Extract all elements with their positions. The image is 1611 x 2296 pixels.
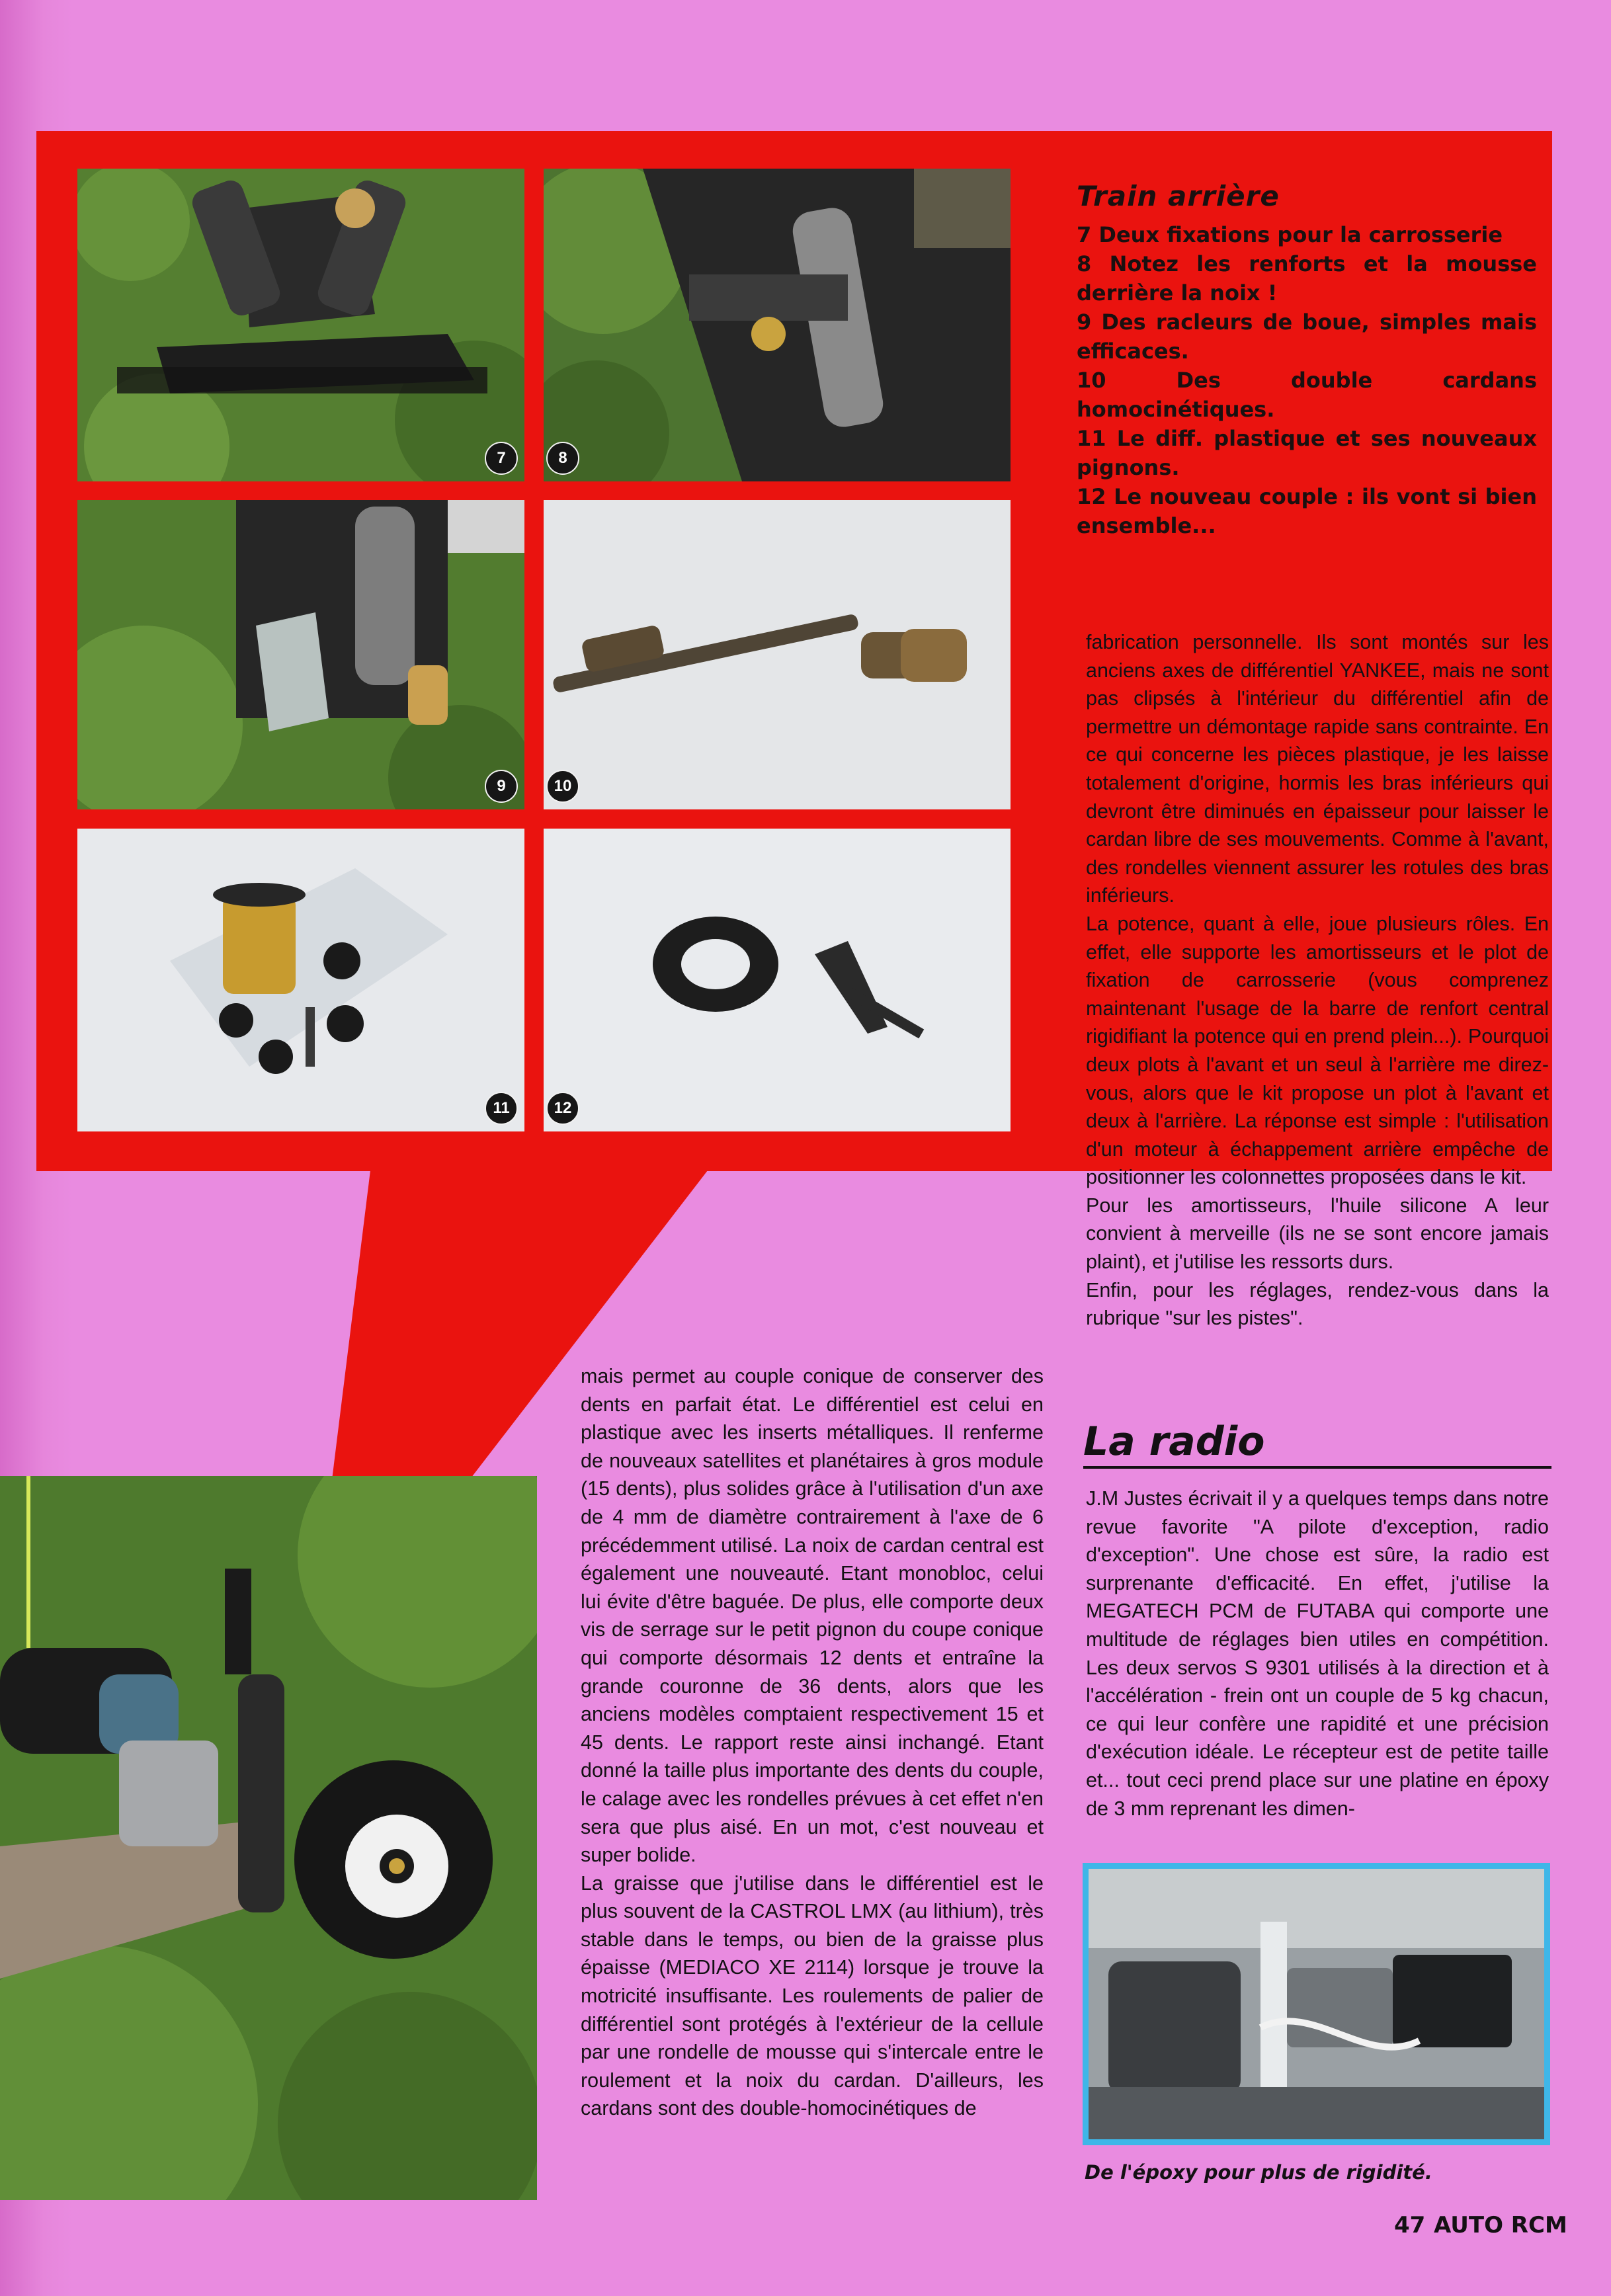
caption-title: Train arrière [1077,180,1280,212]
photo-10-number-badge: 10 [546,770,579,803]
paragraph: J.M Justes écrivait il y a quelques temps dans notre revue favorite "A pilote d'exception, radio d'exception". Une chose est sûre, la radio est surprenante d'efficacité. En effet, j'utilise la MEGATECH PCM de FUTABA qui comporte une multitude de réglages bien utiles en compétition. Les deux servos S 9301 utilisés à la direction et à l'accélération - frein ont un couple de 5 kg chacun, ce qui leur confère une rapidité et une précision d'exécution idéale. Le récepteur est de petite taille et... tout ceci prend place sur une platine en époxy de 3 mm reprenant les dimen- [1086,1487,1549,1820]
photo-7-number-badge: 7 [485,442,518,475]
photo-9-number-badge: 9 [485,770,518,803]
paragraph: La potence, quant à elle, joue plusieurs rôles. En effet, elle supporte les amortisseurs et le plot de fixation de carrosserie (vous comprenez maintenant l'usage de la barre de renfort central rigidifiant la potence qui en prend plein...). Pourquoi deux plots à l'avant et un seul à l'arrière me direz-vous, alors que le kit propose un plot à l'avant et deux à l'arrière. La réponse est simple : l'utilisation d'un moteur à échappement arrière empêche de positionner les colonnettes proposées dans le kit. [1086,912,1549,1189]
caption-item-9: 9 Des racleurs de boue, simples mais efficaces. [1077,309,1537,364]
photo-11-plastic-diff [77,829,524,1131]
paragraph: Enfin, pour les réglages, rendez-vous dans la rubrique "sur les pistes". [1086,1278,1549,1330]
caption-item-12: 12 Le nouveau couple : ils vont si bien ensemble... [1077,484,1537,538]
caption-item-7: 7 Deux fixations pour la carrosserie [1077,222,1503,247]
article-right-column-top [1086,628,1549,1332]
photo-12-new-ring-and-pinion [544,829,1011,1131]
photo-11-number-badge: 11 [485,1092,518,1125]
photo-7-rear-suspension [77,169,524,481]
photo-12-image [544,829,1011,1131]
photo-7-image [77,169,524,481]
photo-8-foam-reinforcements [544,169,1011,481]
photo-12-number-badge: 12 [546,1092,579,1125]
car-rear-photo [0,1476,537,2200]
epoxy-photo [1089,1869,1544,2139]
article-middle-column [581,1362,1044,2123]
caption-item-10: 10 Des double cardans homocinétiques. [1077,368,1537,422]
article-radio-column [1086,1485,1549,1823]
photo-10-double-cardans [544,500,1011,809]
paragraph: Pour les amortisseurs, l'huile silicone A leur convient à merveille (ils ne se sont encore jamais plaint), et j'utilise les ressorts durs. [1086,1194,1549,1274]
photo-captions-box [1077,180,1537,540]
photo-10-image [544,500,1011,809]
magazine-name: AUTO RCM [1434,2212,1567,2238]
photo-8-image [544,169,1011,481]
paragraph: fabrication personnelle. Ils sont montés sur les anciens axes de différentiel YANKEE, mais ne sont pas clipsés à l'intérieur du différentiel afin de permettre un démontage rapide sans contrainte. En ce qui concerne les pièces plastique, je les laisse totalement d'origine, hormis les bras inférieurs qui devront être diminués en épaisseur pour laisser le cardan libre de ses mouvements. Comme à l'avant, des rondelles viennent assurer les rotules des bras inférieurs. [1086,631,1549,907]
radio-section-title: La radio [1083,1418,1265,1465]
paragraph: La graisse que j'utilise dans le différentiel est le plus souvent de la CASTROL LMX (au lithium), très stable dans le temps, ou bien de la graisse plus épaisse (MEDIACO XE 2114) lorsque je trouve la motricité insuffisante. Les roulements de palier de différentiel sont protégés à l'extérieur de la cellule par une rondelle de mousse qui s'intercale entre le roulement et la noix du cardan. D'ailleurs, les cardans sont des double-homocinétiques de [581,1871,1044,2120]
page-number: 47 [1394,2212,1426,2238]
photo-8-number-badge: 8 [546,442,579,475]
epoxy-photo-caption: De l'époxy pour plus de rigidité. [1085,2161,1432,2184]
caption-item-11: 11 Le diff. plastique et ses nouveaux pignons. [1077,426,1537,480]
photo-9-image [77,500,524,809]
epoxy-photo-image [1089,1869,1544,2139]
photo-11-image [77,829,524,1131]
paragraph: mais permet au couple conique de conserver des dents en parfait état. Le différentiel est celui en plastique avec les inserts métalliques. Il renferme de nouveaux satellites et planétaires à gros module (15 dents), plus solides grâce à l'utilisation d'un axe de 4 mm de diamètre contrairement à l'axe de 6 précédemment utilisé. La noix de cardan central est également une nouveauté. Etant monobloc, celui lui évite d'être baguée. De plus, elle comporte deux vis de serrage sur le petit pignon du coupe conique qui comporte désormais 12 dents et entraîne la grande couronne de 36 dents, alors que les anciens modèles comptaient respectivement 15 et 45 dents. Le rapport reste ainsi inchangé. Etant donné la taille plus importante des dents du couple, le calage avec les rondelles prévues à cet effet n'en sera que plus aisé. En un mot, c'est nouveau et super bolide. [581,1365,1044,1867]
radio-section-heading [1083,1418,1551,1469]
epoxy-photo-frame [1083,1863,1550,2145]
car-rear-photo-image [0,1476,537,2200]
caption-item-8: 8 Notez les renforts et la mousse derrière la noix ! [1077,251,1537,306]
photo-9-mud-scrapers [77,500,524,809]
